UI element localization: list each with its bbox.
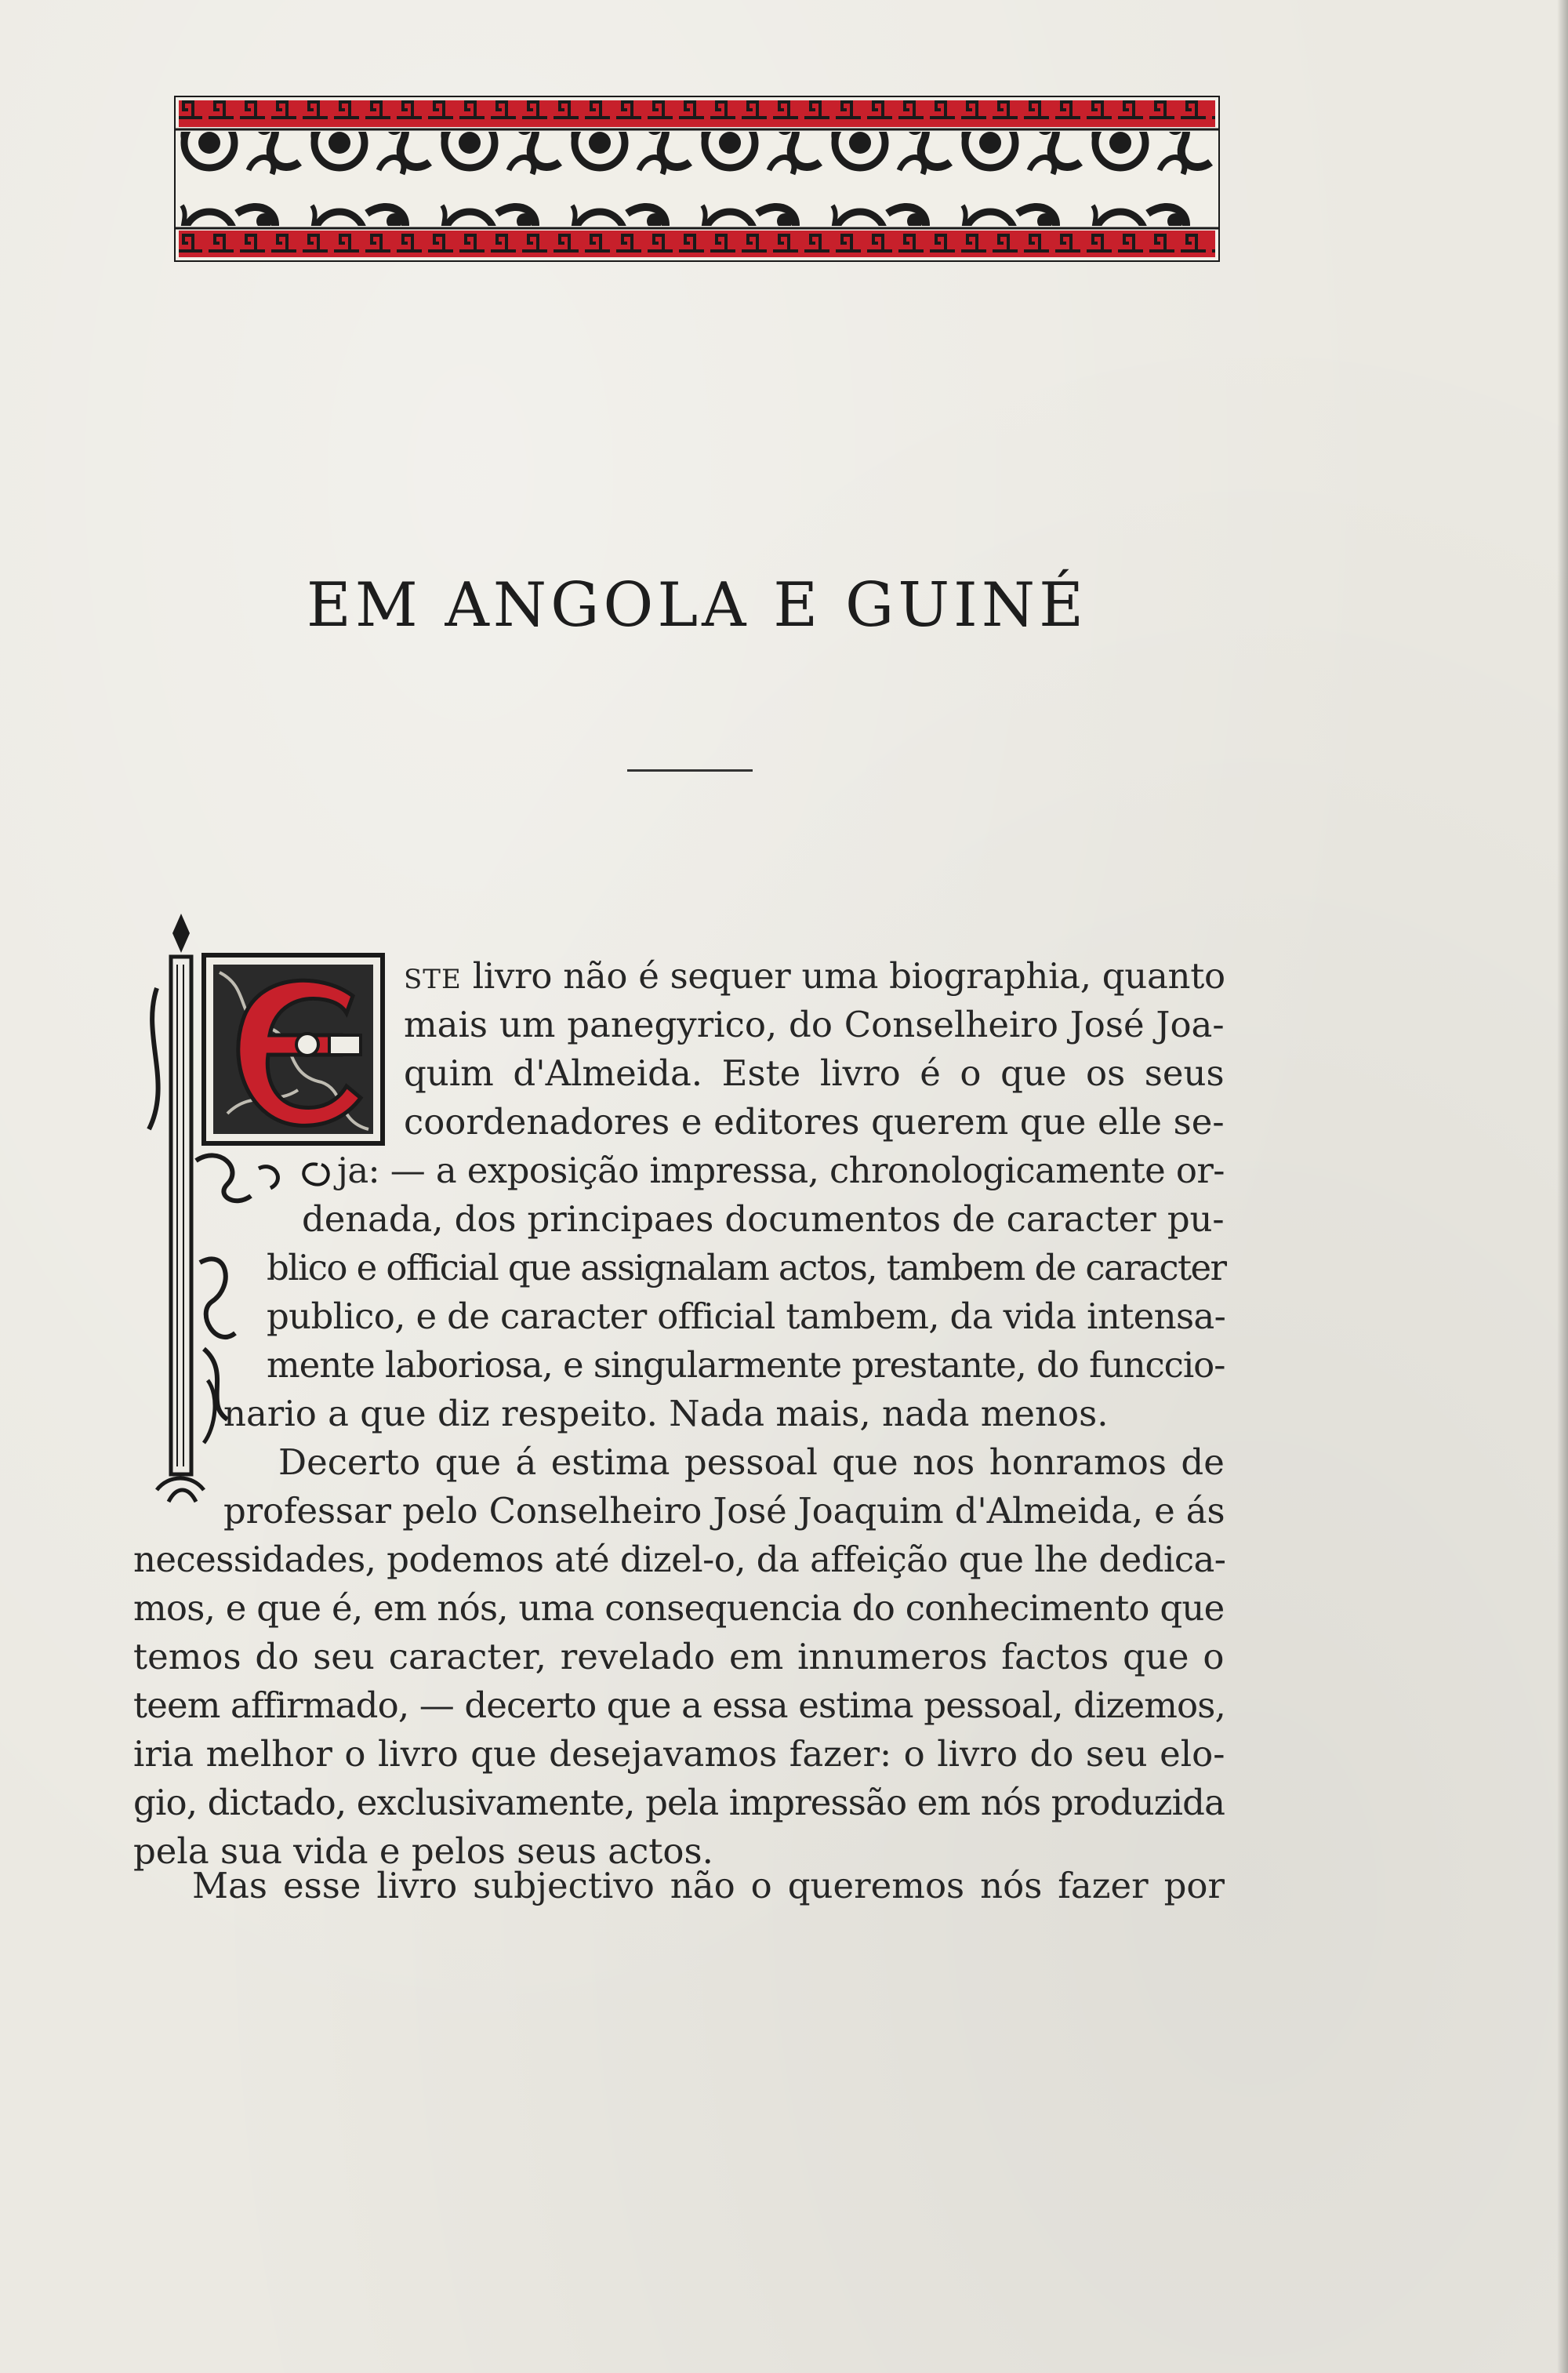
text-line: Mas esse livro subjectivo não o queremos nós fazer por — [192, 1865, 1225, 1906]
text-line: STE livro não é sequer uma biographia, quanto — [404, 955, 1225, 997]
text-line: mos, e que é, em nós, uma consequencia do conhecimento que — [133, 1587, 1225, 1629]
text-line: blico e official que assignalam actos, tambem de caracter — [267, 1247, 1226, 1288]
small-caps-lead: STE — [404, 964, 462, 995]
text-line: denada, dos principaes documentos de caracter pu- — [302, 1198, 1225, 1240]
text-line: ja: — a exposição impressa, chronologicamente or- — [337, 1150, 1225, 1191]
text-line: necessidades, podemos até dizel-o, da affeição que lhe dedica- — [133, 1539, 1226, 1580]
page-title: EM ANGOLA E GUINÉ — [306, 570, 1088, 641]
text-line: quim d'Almeida. Este livro é o que os seus — [404, 1052, 1225, 1094]
text-line: Decerto que á estima pessoal que nos honramos de — [278, 1441, 1225, 1483]
text-line: pela sua vida e pelos seus actos. — [133, 1830, 713, 1872]
text-line: iria melhor o livro que desejavamos fazer: o livro do seu elo- — [133, 1733, 1225, 1775]
text-line: mente laboriosa, e singularmente prestante, do funccio- — [267, 1344, 1225, 1386]
text-line: publico, e de caracter official tambem, da vida intensa- — [267, 1296, 1226, 1337]
text-line: coordenadores e editores querem que elle se- — [404, 1101, 1225, 1143]
text-line: mais um panegyrico, do Conselheiro José Joa- — [404, 1004, 1225, 1045]
text-line: nario a que diz respeito. Nada mais, nada menos. — [223, 1393, 1109, 1434]
text-line: teem affirmado, — decerto que a essa estima pessoal, dizemos, — [133, 1684, 1225, 1726]
text-line: professar pelo Conselheiro José Joaquim d'Almeida, e ás — [223, 1490, 1225, 1532]
text-line: temos do seu caracter, revelado em innumeros factos que o — [133, 1636, 1225, 1677]
text-line: gio, dictado, exclusivamente, pela impressão em nós produzida — [133, 1782, 1225, 1823]
